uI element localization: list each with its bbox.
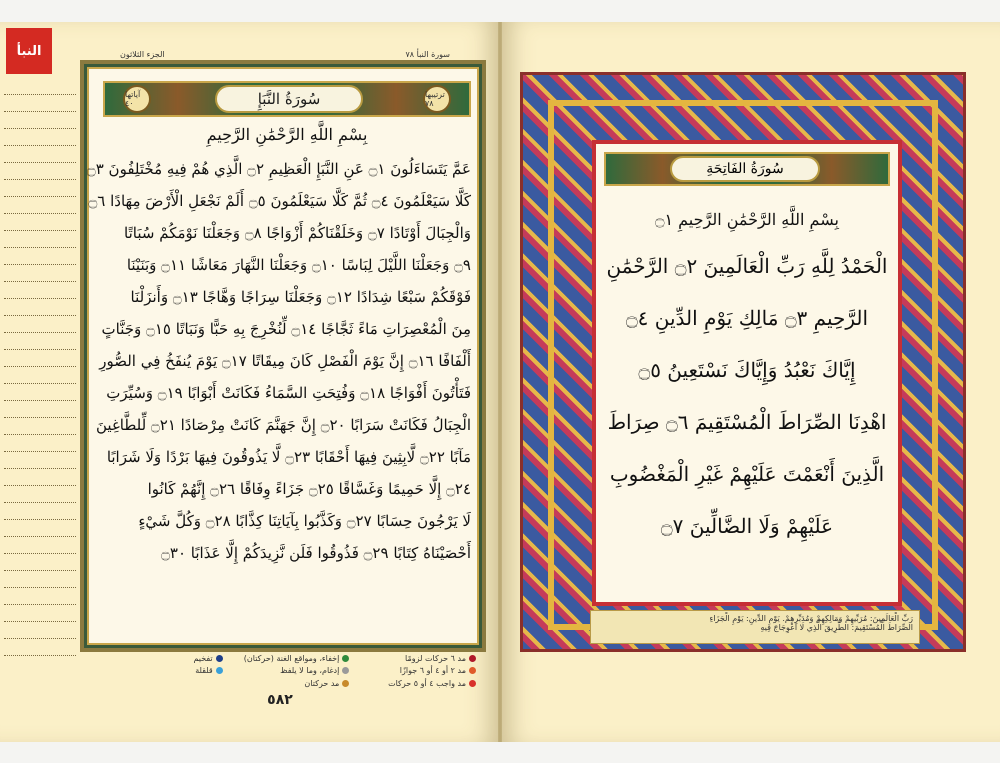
basmala: بِسْمِ اللَّهِ الرَّحْمَٰنِ الرَّحِيمِ ۝١ bbox=[655, 210, 839, 229]
verse-line: مَآبًا ۝٢٢ لَّابِثِينَ فِيهَا أَحْقَابًا ۝٢٣ لَّا يَذُوقُونَ فِيهَا بَرْدًا وَلَا شَرَابًا bbox=[106, 448, 471, 466]
legend-item bbox=[223, 654, 350, 663]
verse-line: اهْدِنَا الصِّرَاطَ الْمُسْتَقِيمَ ۝٦ صِرَاطَ bbox=[607, 410, 887, 434]
legend-label: قلقلة bbox=[195, 666, 213, 676]
verse-line: مِنَ الْمُعْصِرَاتِ مَاءً ثَجَّاجًا ۝١٤ لِّنُخْرِجَ بِهِ حَبًّا وَنَبَاتًا ۝١٥ وَجَنَّاتٍ bbox=[101, 320, 471, 338]
margin-note-line bbox=[4, 403, 76, 418]
legend-label: إخفاء، ومواقع الغنة (حركتان) bbox=[243, 654, 340, 663]
margin-note-line bbox=[4, 590, 76, 605]
verse-line: الْحَمْدُ لِلَّهِ رَبِّ الْعَالَمِينَ ۝٢ الرَّحْمَٰنِ bbox=[606, 254, 888, 278]
verse-line: إِيَّاكَ نَعْبُدُ وَإِيَّاكَ نَسْتَعِينُ ۝٥ bbox=[638, 358, 856, 382]
surah-tab: النبأ bbox=[6, 28, 52, 74]
legend-label: مد ٢ أو ٤ أو ٦ جوازًا bbox=[399, 666, 466, 676]
legend-dot bbox=[216, 667, 223, 674]
margin-note-line bbox=[4, 624, 76, 639]
legend-dot bbox=[469, 667, 476, 674]
margin-note-line bbox=[4, 641, 76, 656]
basmala: بِسْمِ اللَّهِ الرَّحْمَٰنِ الرَّحِيمِ bbox=[206, 125, 368, 144]
margin-note-line bbox=[4, 454, 76, 469]
header-surah: سورة النبأ ٧٨ bbox=[405, 50, 450, 59]
verse-line: وَالْجِبَالَ أَوْتَادًا ۝٧ وَخَلَقْنَاكُمْ أَزْوَاجًا ۝٨ وَجَعَلْنَا نَوْمَكُمْ سُبَاتًا bbox=[124, 224, 471, 242]
legend-dot bbox=[342, 680, 349, 687]
verse-line: فَوْقَكُمْ سَبْعًا شِدَادًا ۝١٢ وَجَعَلْنَا سِرَاجًا وَهَّاجًا ۝١٣ وَأَنزَلْنَا bbox=[130, 288, 471, 306]
margin-note-line bbox=[4, 386, 76, 401]
verse-line: ۝٩ وَجَعَلْنَا اللَّيْلَ لِبَاسًا ۝١٠ وَجَعَلْنَا النَّهَارَ مَعَاشًا ۝١١ وَبَنَيْنَا bbox=[126, 256, 471, 274]
margin-note-line bbox=[4, 420, 76, 435]
legend-dot bbox=[469, 680, 476, 687]
margin-note-line bbox=[4, 267, 76, 282]
margin-note-line bbox=[4, 97, 76, 112]
footnote-line: الصِّرَاطَ الْمُسْتَقِيمَ: الطَّرِيقَ الَّذِي لَا اعْوِجَاجَ فِيهِ bbox=[760, 623, 913, 632]
verse-line: لَا يَرْجُونَ حِسَابًا ۝٢٧ وَكَذَّبُوا بِآيَاتِنَا كِذَّابًا ۝٢٨ وَكُلَّ شَيْءٍ bbox=[138, 512, 471, 530]
verse-block bbox=[86, 153, 471, 569]
verse-line: ۝٢٤ إِلَّا حَمِيمًا وَغَسَّاقًا ۝٢٥ جَزَاءً وِفَاقًا ۝٢٦ إِنَّهُمْ كَانُوا bbox=[147, 480, 471, 498]
footnote-line: رَبِّ الْعَالَمِينَ: مُرَبِّيهِمْ وَمَالِكِهِمْ وَمُدَبِّرِهِمْ. يَوْمِ الدِّينِ: يَوْمِ الْجَزَاءِ bbox=[709, 614, 913, 623]
verse-line: أَحْصَيْنَاهُ كِتَابًا ۝٢٩ فَذُوقُوا فَلَن نَّزِيدَكُمْ إِلَّا عَذَابًا ۝٣٠ bbox=[161, 544, 471, 562]
margin-note-line bbox=[4, 488, 76, 503]
legend-dot bbox=[342, 655, 349, 662]
verse-line: أَلْفَافًا ۝١٦ إِنَّ يَوْمَ الْفَصْلِ كَانَ مِيقَاتًا ۝١٧ يَوْمَ يُنفَخُ فِي الصُّورِ bbox=[99, 352, 471, 370]
margin-note-line bbox=[4, 148, 76, 163]
legend-item bbox=[96, 654, 223, 663]
page-number: ٥٨٢ bbox=[267, 692, 293, 708]
footnote-strip bbox=[590, 610, 920, 644]
legend-label: تفخيم bbox=[193, 654, 213, 663]
verse-line: الْجِبَالُ فَكَانَتْ سَرَابًا ۝٢٠ إِنَّ جَهَنَّمَ كَانَتْ مِرْصَادًا ۝٢١ لِّلطَّاغِينَ bbox=[96, 416, 471, 434]
verse-line: عَمَّ يَتَسَاءَلُونَ ۝١ عَنِ النَّبَإِ الْعَظِيمِ ۝٢ الَّذِي هُمْ فِيهِ مُخْتَلِفُونَ ۝٣ bbox=[86, 160, 471, 178]
verse-line: كَلَّا سَيَعْلَمُونَ ۝٤ ثُمَّ كَلَّا سَيَعْلَمُونَ ۝٥ أَلَمْ نَجْعَلِ الْأَرْضَ مِهَادًا ۝٦ bbox=[88, 192, 471, 210]
margin-note-line bbox=[4, 250, 76, 265]
verse-line: الرَّحِيمِ ۝٣ مَالِكِ يَوْمِ الدِّينِ ۝٤ bbox=[625, 306, 869, 330]
legend-item bbox=[223, 679, 350, 688]
legend-label: مد حركتان bbox=[304, 678, 340, 688]
header-juz: الجزء الثلاثون bbox=[120, 50, 165, 59]
verse-line: عَلَيْهِمْ وَلَا الضَّالِّينَ ۝٧ bbox=[660, 514, 834, 538]
margin-note-line bbox=[4, 199, 76, 214]
margin-note-line bbox=[4, 335, 76, 350]
surah-header-band bbox=[103, 81, 471, 117]
margin-note-line bbox=[4, 182, 76, 197]
legend-dot bbox=[469, 655, 476, 662]
legend-label: إدغام، وما لا يلفظ bbox=[280, 666, 340, 676]
surah-order-medallion: ترتيبها ٧٨ bbox=[423, 85, 451, 113]
margin-note-line bbox=[4, 131, 76, 146]
legend-item bbox=[223, 666, 350, 675]
margin-note-line bbox=[4, 471, 76, 486]
tajweed-legend bbox=[96, 654, 476, 688]
ayah-count-medallion: آياتها ٤٠ bbox=[123, 85, 151, 113]
margin-note-line bbox=[4, 522, 76, 537]
margin-note-line bbox=[4, 284, 76, 299]
left-text-frame bbox=[80, 60, 486, 652]
margin-note-line bbox=[4, 114, 76, 129]
margin-note-line bbox=[4, 233, 76, 248]
margin-note-line bbox=[4, 437, 76, 452]
surah-title: سُورَةُ الفَاتِحَةِ bbox=[670, 156, 820, 182]
margin-note-line bbox=[4, 216, 76, 231]
margin-note-line bbox=[4, 539, 76, 554]
running-header bbox=[120, 50, 450, 60]
margin-note-line bbox=[4, 80, 76, 95]
margin-notes bbox=[4, 80, 76, 640]
margin-note-line bbox=[4, 318, 76, 333]
fatiha-verse-block bbox=[600, 200, 894, 552]
left-text-area bbox=[87, 67, 479, 645]
margin-note-line bbox=[4, 369, 76, 384]
verse-line: فَتَأْتُونَ أَفْوَاجًا ۝١٨ وَفُتِحَتِ السَّمَاءُ فَكَانَتْ أَبْوَابًا ۝١٩ وَسُيِّرَتِ bbox=[106, 384, 471, 402]
surah-header-band bbox=[604, 152, 890, 186]
legend-dot bbox=[342, 667, 349, 674]
legend-dot bbox=[216, 655, 223, 662]
legend-item bbox=[96, 666, 223, 675]
legend-item bbox=[349, 679, 476, 688]
verse-line: الَّذِينَ أَنْعَمْتَ عَلَيْهِمْ غَيْرِ الْمَغْضُوبِ bbox=[609, 462, 885, 486]
legend-item bbox=[349, 666, 476, 675]
margin-note-line bbox=[4, 607, 76, 622]
margin-note-line bbox=[4, 556, 76, 571]
legend-item bbox=[349, 654, 476, 663]
legend-label: مد ٦ حركات لزومًا bbox=[405, 654, 466, 663]
margin-note-line bbox=[4, 301, 76, 316]
right-text-area bbox=[592, 140, 902, 606]
margin-note-line bbox=[4, 352, 76, 367]
surah-title: سُورَةُ النَّبَإِ bbox=[215, 85, 363, 113]
margin-note-line bbox=[4, 573, 76, 588]
margin-note-line bbox=[4, 505, 76, 520]
legend-label: مد واجب ٤ أو ٥ حركات bbox=[388, 678, 466, 688]
margin-note-line bbox=[4, 165, 76, 180]
